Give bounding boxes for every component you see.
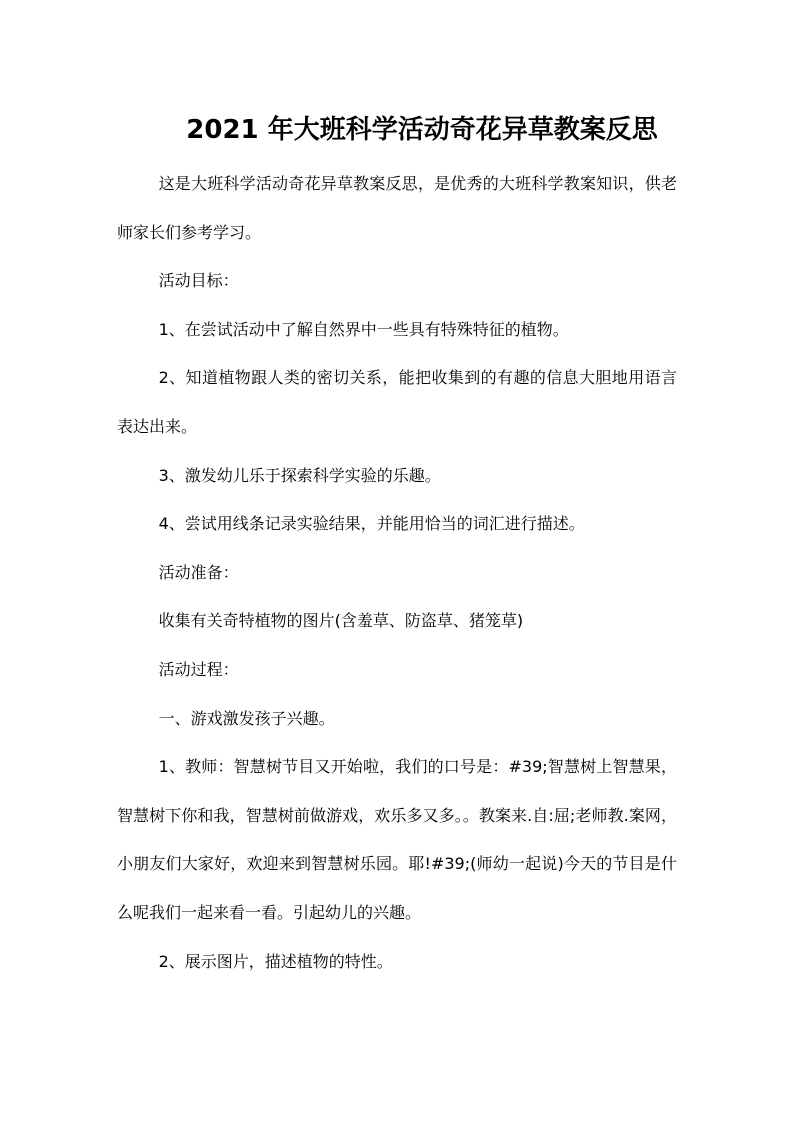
process-step-1: 一、游戏激发孩子兴趣。 bbox=[158, 708, 335, 728]
section-heading-process: 活动过程： bbox=[158, 659, 239, 679]
goal-item-2: 2、知道植物跟人类的密切关系，能把收集到的有趣的信息大胆地用语言表达出来。 bbox=[117, 368, 677, 436]
preparation-item: 收集有关奇特植物的图片(含羞草、防盗草、猪笼草) bbox=[158, 611, 524, 631]
section-heading-goals: 活动目标： bbox=[158, 271, 239, 291]
goal-item-4: 4、尝试用线条记录实验结果，并能用恰当的词汇进行描述。 bbox=[158, 514, 585, 534]
document-title: 2021 年大班科学活动奇花异草教案反思 bbox=[186, 115, 658, 146]
process-substep-1: 1、教师：智慧树节目又开始啦，我们的口号是：#39;智慧树上智慧果，智慧树下你和我，智慧树前做游戏，欢乐多又多。。教案来.自:屈;老师教.案网，小朋友们大家好，欢迎来到智慧树乐园。耶!#39;(师幼一起说)今天的节目是什么呢我们一起来看一看。引起幼儿的兴趣。 bbox=[117, 757, 677, 922]
section-heading-preparation: 活动准备： bbox=[158, 562, 239, 582]
document-body bbox=[117, 160, 677, 986]
process-substep-2: 2、展示图片，描述植物的特性。 bbox=[158, 951, 393, 971]
goal-item-1: 1、在尝试活动中了解自然界中一些具有特殊特征的植物。 bbox=[158, 319, 569, 339]
goal-item-3: 3、激发幼儿乐于探索科学实验的乐趣。 bbox=[158, 465, 441, 485]
intro-paragraph: 这是大班科学活动奇花异草教案反思，是优秀的大班科学教案知识，供老师家长们参考学习。 bbox=[117, 174, 677, 242]
